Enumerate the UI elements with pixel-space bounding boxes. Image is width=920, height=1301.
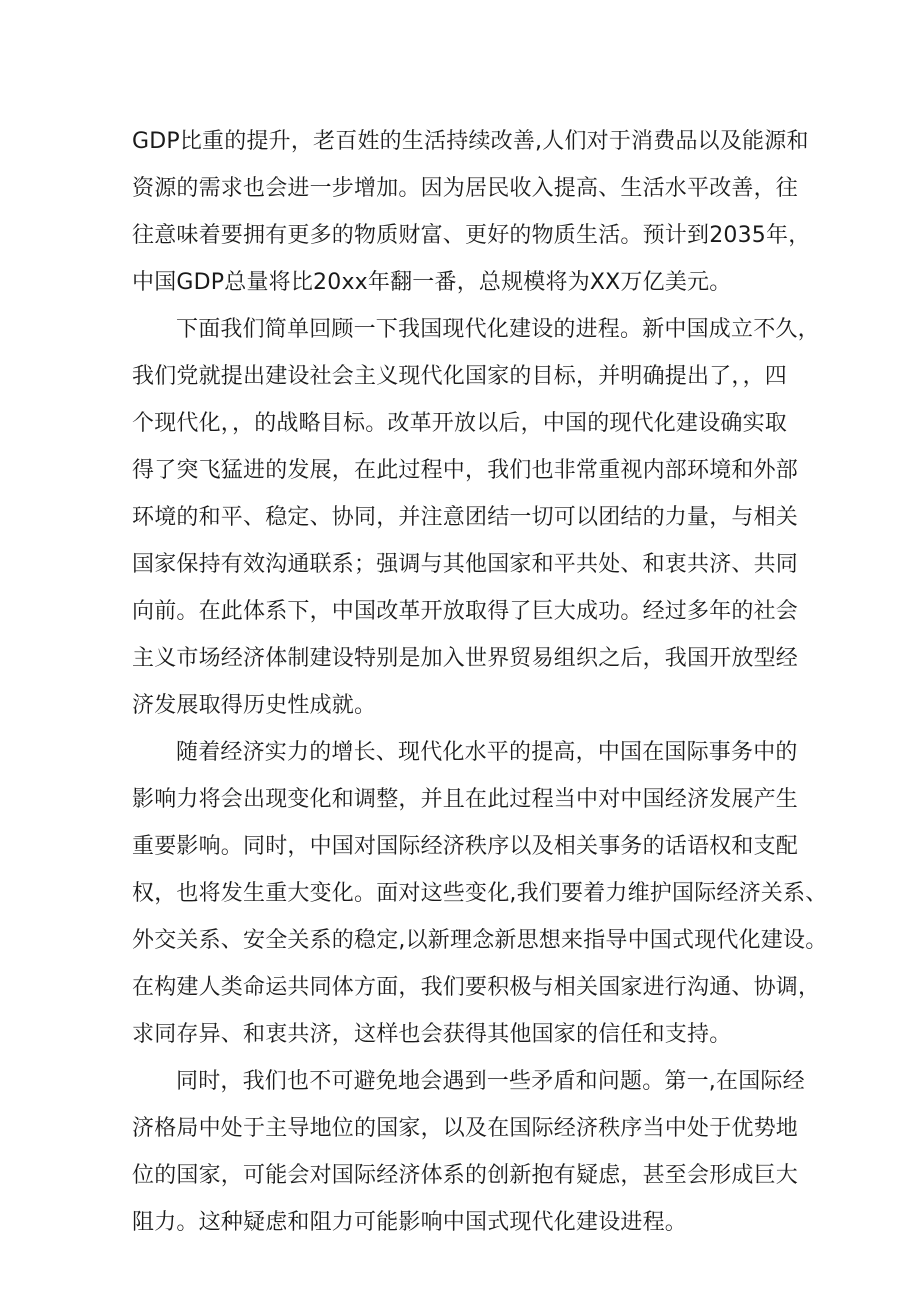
text-line: 个现代化，，的战略目标。改革开放以后，中国的现代化建设确实取 [132, 411, 788, 436]
text-line: 济发展取得历史性成就。 [132, 693, 377, 718]
text-line: 求同存异、和衷共济，这样也会获得其他国家的信任和支持。 [132, 1022, 732, 1047]
text-line: 位的国家，可能会对国际经济体系的创新抱有疑虑，甚至会形成巨大 [132, 1163, 799, 1188]
text-line: 国家保持有效沟通联系；强调与其他国家和平共处、和衷共济、共同 [132, 552, 799, 577]
text-line: 下面我们简单回顾一下我国现代化建设的进程。新中国成立不久， [176, 317, 820, 342]
paragraph-2 [132, 306, 820, 729]
text-line: 随着经济实力的增长、现代化水平的提高，中国在国际事务中的 [176, 740, 798, 765]
text-line: 同时，我们也不可避免地会遇到一些矛盾和问题。第一,在国际经 [176, 1069, 805, 1094]
text-line: 重要影响。同时，中国对国际经济秩序以及相关事务的话语权和支配 [132, 834, 799, 859]
text-line: 影响力将会出现变化和调整，并且在此过程当中对中国经济发展产生 [132, 787, 799, 812]
text-line: 中国GDP总量将比20xx年翻一番，总规模将为XX万亿美元。 [132, 270, 732, 295]
text-line: 资源的需求也会进一步增加。因为居民收入提高、生活水平改善，往 [132, 176, 799, 201]
document-body [132, 118, 828, 1246]
paragraph-1 [132, 118, 812, 306]
text-line: 阻力。这种疑虑和阻力可能影响中国式现代化建设进程。 [132, 1210, 688, 1235]
text-line: 我们党就提出建设社会主义现代化国家的目标，并明确提出了，，四 [132, 364, 788, 389]
text-line: 济格局中处于主导地位的国家，以及在国际经济秩序当中处于优势地 [132, 1116, 799, 1141]
text-line: 环境的和平、稳定、协同，并注意团结一切可以团结的力量，与相关 [132, 505, 799, 530]
text-line: 权，也将发生重大变化。面对这些变化,我们要着力维护国际经济关系、 [132, 881, 828, 906]
paragraph-4 [132, 1058, 812, 1246]
text-line: 主义市场经济体制建设特别是加入世界贸易组织之后，我国开放型经 [132, 646, 799, 671]
text-line: 得了突飞猛进的发展，在此过程中，我们也非常重视内部环境和外部 [132, 458, 799, 483]
text-line: 往意味着要拥有更多的物质财富、更好的物质生活。预计到2035年， [132, 223, 811, 248]
text-line: GDP比重的提升，老百姓的生活持续改善,人们对于消费品以及能源和 [132, 129, 809, 154]
text-line: 在构建人类命运共同体方面，我们要积极与相关国家进行沟通、协调， [132, 975, 821, 1000]
paragraph-3 [132, 729, 828, 1058]
text-line: 外交关系、安全关系的稳定,以新理念新思想来指导中国式现代化建设。 [132, 928, 828, 953]
text-line: 向前。在此体系下，中国改革开放取得了巨大成功。经过多年的社会 [132, 599, 799, 624]
